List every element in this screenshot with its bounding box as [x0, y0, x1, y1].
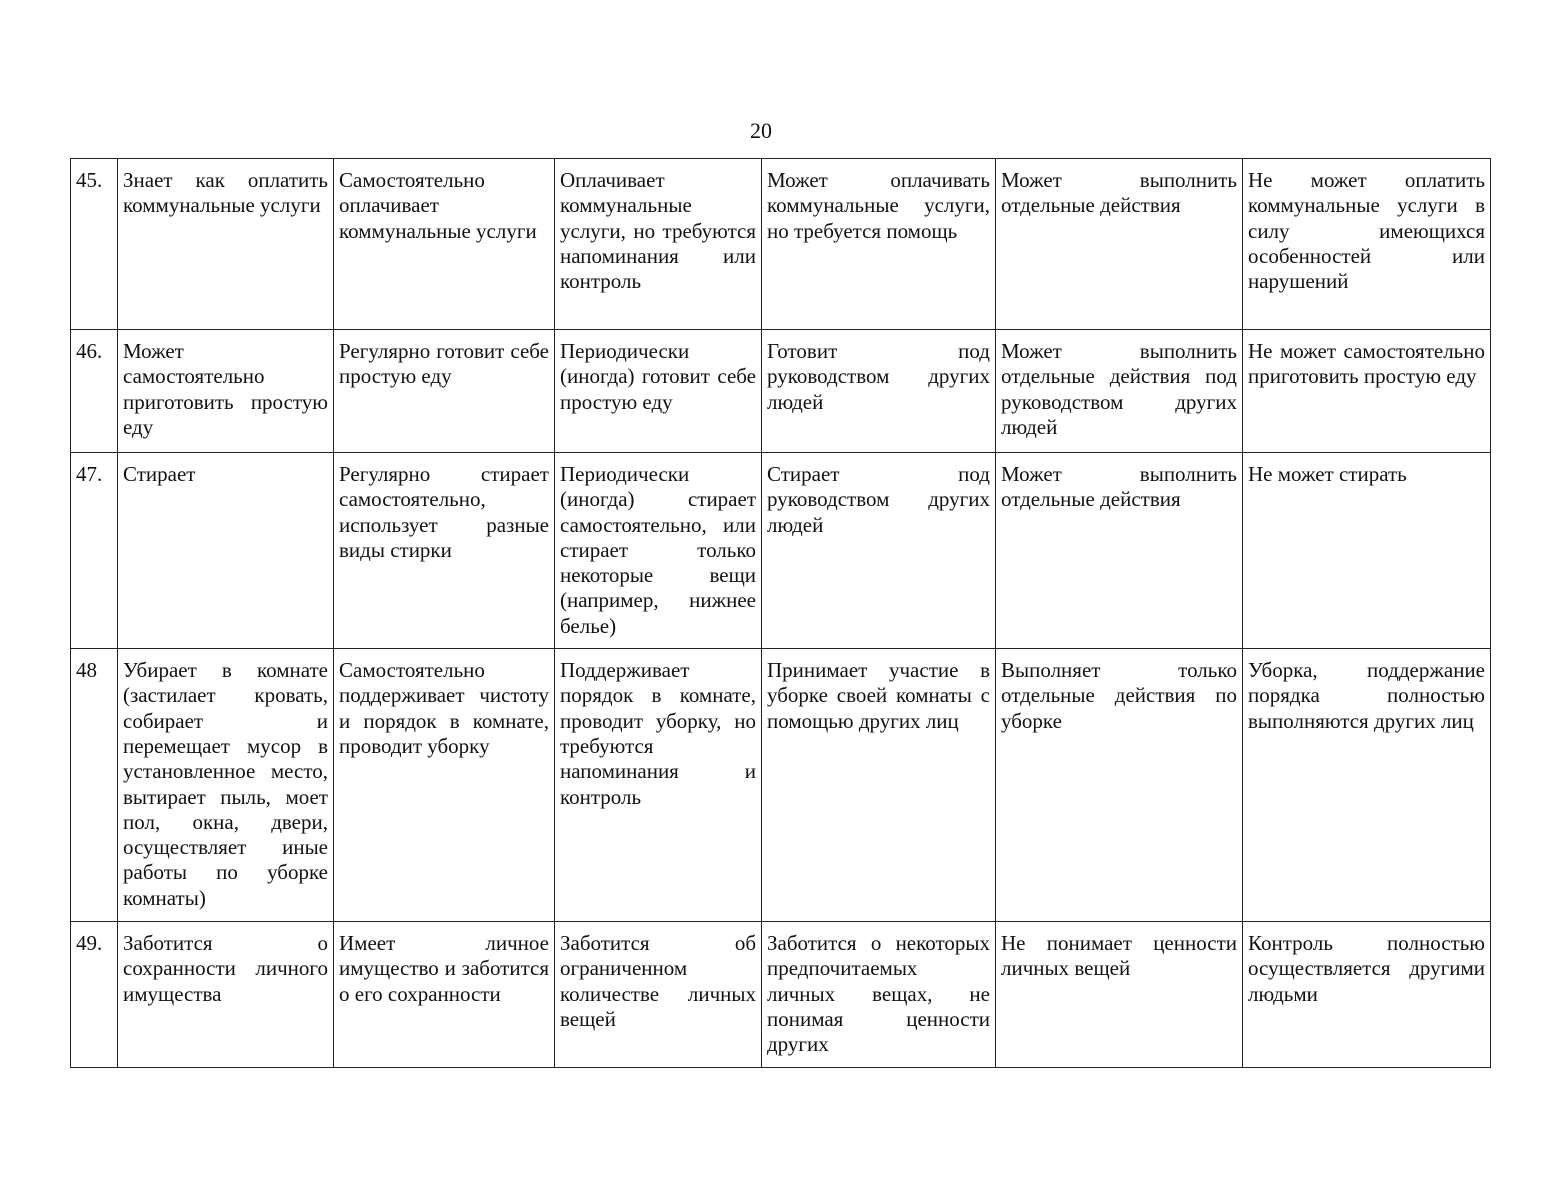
- skill-cell: Заботится о сохранности личного имущества: [118, 922, 334, 1068]
- level-2-cell: Заботится об ограниченном количестве личных вещей: [555, 922, 762, 1068]
- level-2-cell: Периодически (иногда) готовит себе простую еду: [555, 330, 762, 453]
- level-2-cell: Оплачивает коммунальные услуги, но требуются напоминания или контроль: [555, 159, 762, 330]
- level-1-cell: Имеет личное имущество и заботится о его сохранности: [334, 922, 555, 1068]
- level-2-cell: Периодически (иногда) стирает самостоятельно, или стирает только некоторые вещи (например, нижнее белье): [555, 453, 762, 649]
- table-row: [71, 330, 1491, 453]
- level-4-cell: Может выполнить отдельные действия: [996, 159, 1243, 330]
- table-row: [71, 159, 1491, 330]
- level-5-cell: Не может самостоятельно приготовить простую еду: [1243, 330, 1491, 453]
- level-2-cell: Поддерживает порядок в комнате, проводит уборку, но требуются напоминания и контроль: [555, 649, 762, 922]
- row-number: 46.: [71, 330, 118, 453]
- level-5-cell: Не может стирать: [1243, 453, 1491, 649]
- row-number: 45.: [71, 159, 118, 330]
- level-4-cell: Не понимает ценности личных вещей: [996, 922, 1243, 1068]
- level-3-cell: Заботится о некоторых предпочитаемых личных вещах, не понимая ценности других: [762, 922, 996, 1068]
- level-5-cell: Не может оплатить коммунальные услуги в силу имеющихся особенностей или нарушений: [1243, 159, 1491, 330]
- level-4-cell: Может выполнить отдельные действия: [996, 453, 1243, 649]
- assessment-table: [70, 158, 1491, 1068]
- table-row: [71, 453, 1491, 649]
- skill-cell: Стирает: [118, 453, 334, 649]
- skill-cell: Убирает в комнате (застилает кровать, собирает и перемещает мусор в установленное место, вытирает пыль, моет пол, окна, двери, осуществляет иные работы по уборке комнаты): [118, 649, 334, 922]
- row-number: 49.: [71, 922, 118, 1068]
- skill-cell: Может самостоятельно приготовить простую еду: [118, 330, 334, 453]
- level-1-cell: Самостоятельно оплачивает коммунальные услуги: [334, 159, 555, 330]
- level-3-cell: Может оплачивать коммунальные услуги, но требуется помощь: [762, 159, 996, 330]
- skill-cell: Знает как оплатить коммунальные услуги: [118, 159, 334, 330]
- level-5-cell: Контроль полностью осуществляется другими людьми: [1243, 922, 1491, 1068]
- level-3-cell: Стирает под руководством других людей: [762, 453, 996, 649]
- level-1-cell: Самостоятельно поддерживает чистоту и порядок в комнате, проводит уборку: [334, 649, 555, 922]
- level-5-cell: Уборка, поддержание порядка полностью выполняются других лиц: [1243, 649, 1491, 922]
- level-4-cell: Может выполнить отдельные действия под руководством других людей: [996, 330, 1243, 453]
- level-3-cell: Готовит под руководством других людей: [762, 330, 996, 453]
- row-number: 47.: [71, 453, 118, 649]
- table-row: [71, 922, 1491, 1068]
- row-number: 48: [71, 649, 118, 922]
- level-3-cell: Принимает участие в уборке своей комнаты с помощью других лиц: [762, 649, 996, 922]
- table-row: [71, 649, 1491, 922]
- page-number: 20: [750, 118, 772, 143]
- level-1-cell: Регулярно стирает самостоятельно, использует разные виды стирки: [334, 453, 555, 649]
- level-4-cell: Выполняет только отдельные действия по уборке: [996, 649, 1243, 922]
- level-1-cell: Регулярно готовит себе простую еду: [334, 330, 555, 453]
